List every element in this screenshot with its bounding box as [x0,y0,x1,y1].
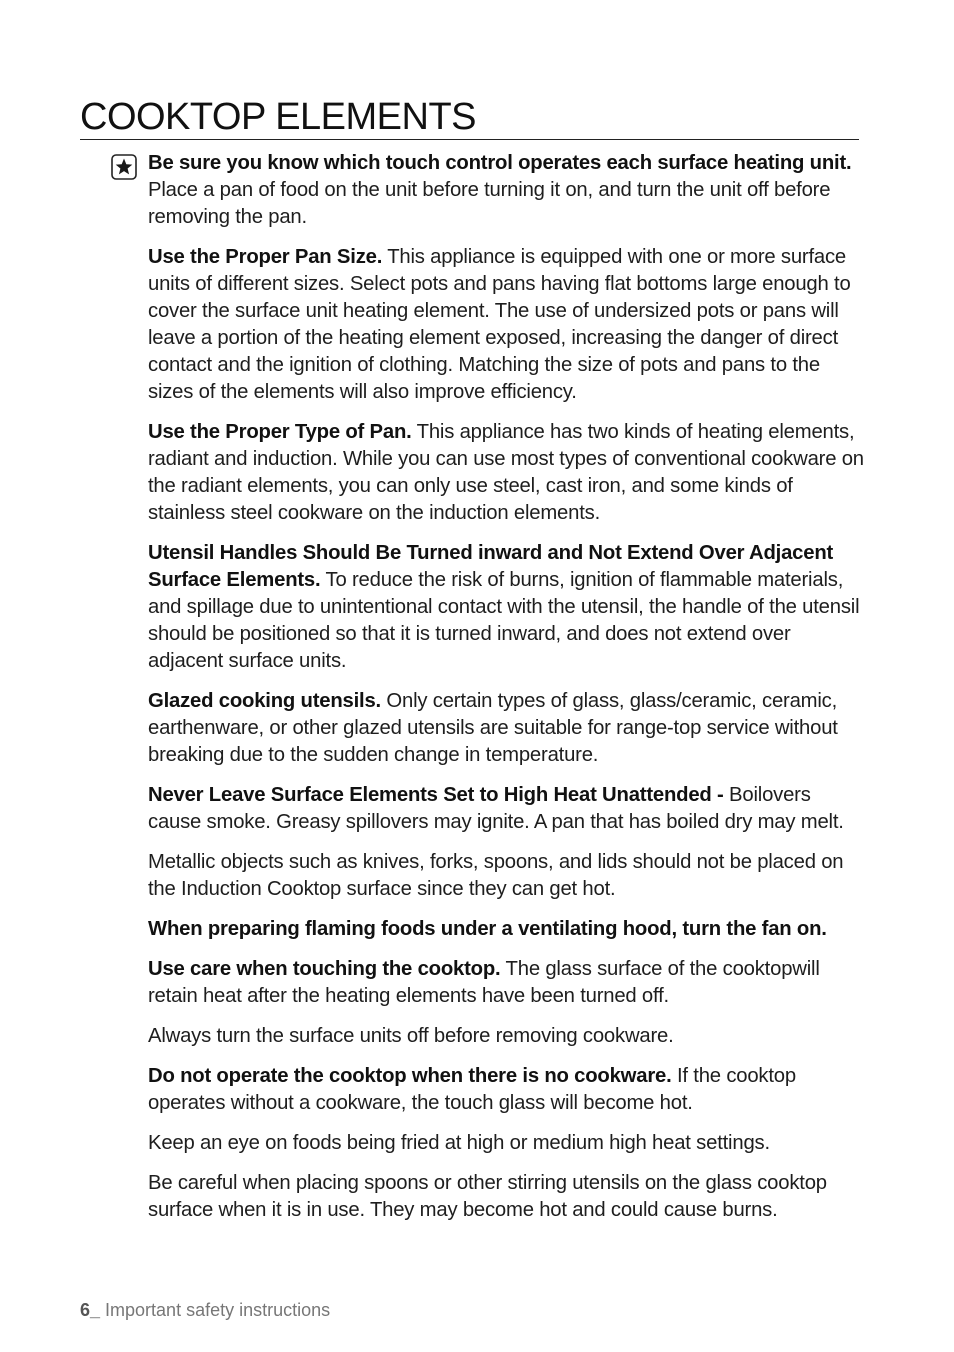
paragraph: Be sure you know which touch control operates each surface heating unit. Place a pan of food on the unit before turning it on, and turn the unit off before removing the pan. [148,152,852,228]
paragraph: Glazed cooking utensils. Only certain types of glass, glass/ceramic, ceramic, earthenware, or other glazed utensils are suitable for range-top service without breaking due to the sudden change in temperature. [148,690,838,766]
page-footer [80,1300,330,1321]
paragraph: Always turn the surface units off before removing cookware. [148,1025,674,1047]
paragraph: Keep an eye on foods being fried at high or medium high heat settings. [148,1132,770,1154]
paragraph: Use care when touching the cooktop. The glass surface of the cooktopwill retain heat after the heating elements have been turned off. [148,958,820,1007]
paragraph: Use the Proper Pan Size. This appliance is equipped with one or more surface units of different sizes. Select pots and pans having flat bottoms large enough to cover the surface unit heating element. The use of undersized pots or pans will leave a portion of the heating element exposed, increasing the danger of direct contact and the ignition of clothing. Matching the size of pots and pans to the sizes of the elements will also improve efficiency. [148,246,851,403]
paragraph: Metallic objects such as knives, forks, spoons, and lids should not be placed on the Induction Cooktop surface since they can get hot. [148,851,844,900]
paragraph: Be careful when placing spoons or other stirring utensils on the glass cooktop surface when it is in use. They may become hot and could cause burns. [148,1172,827,1221]
page-title: COOKTOP ELEMENTS [80,95,859,140]
page-number: 6_ [80,1300,101,1320]
paragraph: Use the Proper Type of Pan. This appliance has two kinds of heating elements, radiant and induction. While you can use most types of conventional cookware on the radiant elements, you can only use steel, cast iron, and some kinds of stainless steel cookware on the induction elements. [148,421,864,524]
paragraph: Utensil Handles Should Be Turned inward and Not Extend Over Adjacent Surface Elements. To reduce the risk of burns, ignition of flammable materials, and spillage due to unintentional contact with the utensil, the handle of the utensil should be positioned so that it is turned inward, and does not extend over adjacent surface units. [148,542,860,672]
safety-content [148,150,864,1237]
paragraph: Do not operate the cooktop when there is no cookware. If the cooktop operates without a cookware, the touch glass will become hot. [148,1065,796,1114]
paragraph: Never Leave Surface Elements Set to High Heat Unattended - Boilovers cause smoke. Greasy spillovers may ignite. A pan that has boiled dry may melt. [148,784,844,833]
footer-section: Important safety instructions [100,1300,331,1320]
paragraph: When preparing flaming foods under a ventilating hood, turn the fan on. [148,918,827,940]
star-notice-icon [111,154,137,180]
